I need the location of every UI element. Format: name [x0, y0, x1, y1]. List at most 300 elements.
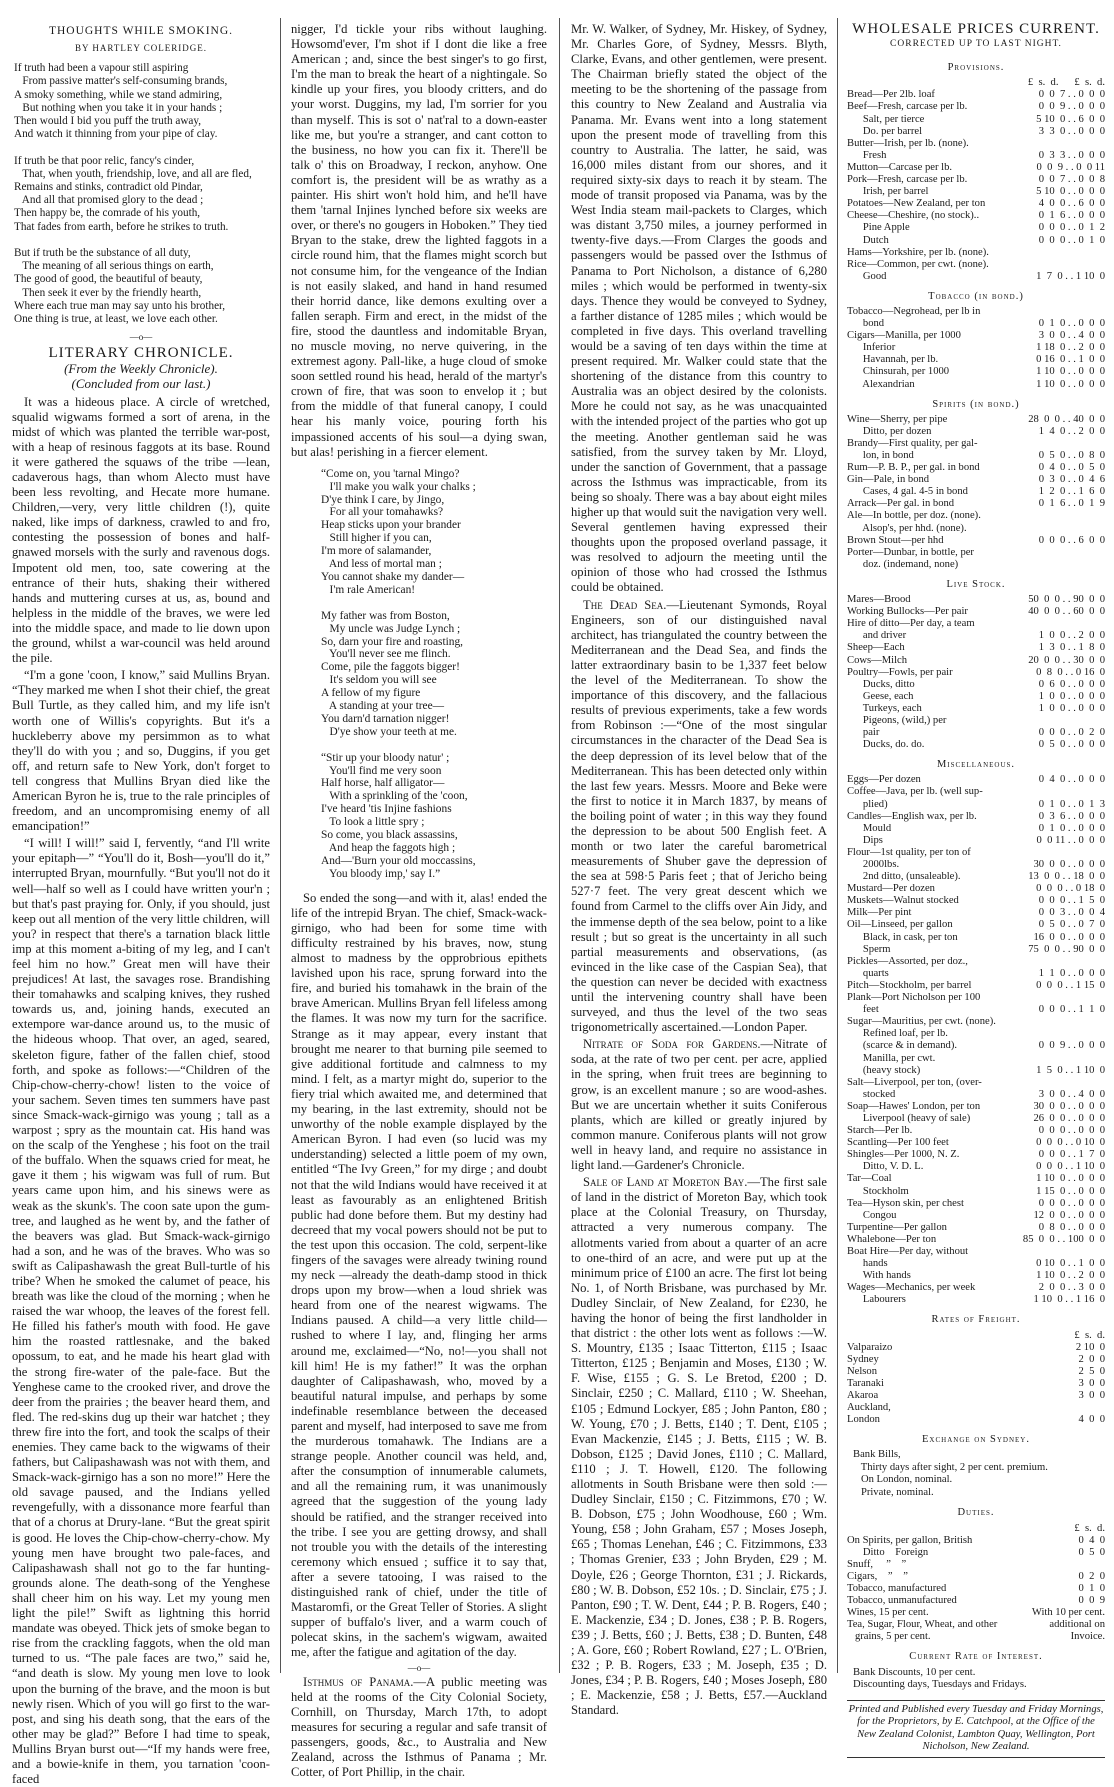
item-price: [1019, 1246, 1105, 1258]
item-price: [1019, 547, 1105, 559]
price-row: [847, 1330, 1105, 1342]
price-row: [847, 1137, 1105, 1149]
price-table: [847, 1330, 1105, 1427]
price-section-title: Miscellaneous.: [936, 759, 1016, 771]
poem-body: [14, 62, 270, 326]
separator: —o—: [129, 332, 153, 343]
item-price: [1019, 510, 1105, 522]
song-line: A standing at your tree—: [321, 700, 445, 713]
item-price: 0 1 0 . . 0 0 0: [1038, 318, 1105, 330]
price-section-title: Rates of Freight.: [931, 1314, 1021, 1326]
item-name: Good: [847, 270, 887, 282]
price-row: [847, 247, 1105, 259]
item-price: 4 0 0: [1078, 1414, 1105, 1426]
price-row: [847, 1571, 1105, 1583]
song-line: I'm more of salamander,: [321, 545, 432, 558]
item-name: Cigars—Manilla, per 1000: [847, 330, 961, 342]
poem-line: [14, 234, 270, 247]
song-line: It's seldom you will see: [321, 674, 437, 687]
item-price: [1019, 559, 1105, 571]
price-row: [847, 271, 1105, 283]
item-name: Sheep—Each: [847, 642, 905, 654]
item-name: Hire of ditto—Per day, a team: [847, 618, 975, 630]
price-row: [847, 679, 1105, 691]
item-name: Valparaizo: [847, 1341, 893, 1353]
item-name: Brown Stout—per hhd: [847, 534, 944, 546]
item-name: Dutch: [847, 234, 889, 246]
item-name: Snuff, ” ”: [847, 1558, 907, 1570]
price-row: [847, 642, 1105, 654]
item-name: Gin—Pale, in bond: [847, 474, 930, 486]
item-price: 1 10 0 . . 1 16 0: [1033, 1294, 1105, 1306]
item-name: Wages—Mechanics, per week: [847, 1282, 976, 1294]
item-price: 0 16 0 . . 1 0 0: [1036, 354, 1105, 366]
item-name: Tea, Sugar, Flour, Wheat, and other: [847, 1619, 998, 1631]
item-name: lon, in bond: [847, 450, 914, 461]
song-line: So come, you black assassins,: [321, 829, 458, 842]
price-row: [847, 1089, 1105, 1101]
item-price: 0 1 6 . . 0 0 0: [1038, 210, 1105, 222]
item-price: £ s. d.: [1074, 1522, 1105, 1534]
item-name: Turpentine—Per gallon: [847, 1221, 947, 1233]
item-price: 20 0 0 . . 30 0 0: [1028, 654, 1105, 666]
item-price: 5 10 0 . . 6 0 0: [1036, 113, 1105, 125]
price-row: [847, 138, 1105, 150]
column-rule: [837, 18, 838, 1673]
item-name: Wine—Sherry, per pipe: [847, 413, 948, 425]
item-price: [1019, 956, 1105, 968]
price-row: [847, 438, 1105, 450]
item-name: Milk—Per pint: [847, 907, 912, 919]
item-price: 0 5 0 . . 0 7 0: [1038, 919, 1105, 931]
price-row: [847, 1282, 1105, 1294]
poem-line: [14, 141, 270, 154]
item-name: hands: [847, 1258, 888, 1270]
poem-line: But if truth be the substance of all duty,: [14, 247, 191, 260]
price-row: [847, 980, 1105, 992]
price-row: [847, 1016, 1105, 1028]
item-name: Starch—Per lb.: [847, 1125, 913, 1137]
price-row: [847, 823, 1105, 835]
item-price: 3 3 0 . . 0 0 0: [1038, 125, 1105, 137]
poem-line: Then happy be, the comrade of his youth,: [14, 207, 201, 220]
item-name: quarts: [847, 967, 889, 979]
dead-sea-heading: The Dead Sea.: [583, 597, 667, 612]
item-name: Pickles—Assorted, per doz.,: [847, 955, 968, 967]
item-price: 30 0 0 . . 0 0 0: [1033, 859, 1105, 870]
song-line: To look a little spry ;: [321, 816, 425, 829]
song-line: So, darn your fire and roasting,: [321, 635, 464, 648]
price-row: [847, 811, 1105, 823]
item-price: 0 5 0 . . 0 0 0: [1038, 739, 1105, 751]
price-row: [847, 606, 1105, 618]
interest-title: Current Rate of Interest.: [909, 1651, 1043, 1663]
poem-line: Remains and stinks, contradict old Pindar,: [14, 181, 203, 194]
item-name: Salt—Liverpool, per ton, (over-: [847, 1076, 982, 1088]
column-1: [12, 22, 270, 1787]
price-row: [847, 1595, 1105, 1607]
item-price: 0 3 3 . . 0 0 0: [1038, 149, 1105, 161]
item-price: 3 0 0 . . 4 0 0: [1038, 1088, 1105, 1100]
item-price: 2 0 0: [1078, 1353, 1105, 1365]
price-row: [847, 835, 1105, 847]
price-row: [847, 1402, 1105, 1414]
item-name: Salt, per tierce: [847, 113, 925, 125]
item-name: Porter—Dunbar, in bottle, per: [847, 546, 974, 558]
item-price: [1019, 1053, 1105, 1065]
item-name: Manilla, per cwt.: [847, 1052, 936, 1064]
price-row: [847, 895, 1105, 907]
price-row: [847, 630, 1105, 642]
poem-title: THOUGHTS WHILE SMOKING.: [48, 25, 234, 37]
item-price: 0 1 6 . . 0 1 9: [1038, 498, 1105, 510]
nitrate-article: [571, 1037, 827, 1173]
item-name: Brandy—First quality, per gal-: [847, 437, 978, 449]
song-line: Half horse, half alligator—: [321, 777, 445, 790]
price-table: [847, 414, 1105, 571]
price-table: [847, 77, 1105, 283]
item-name: Pine Apple: [847, 222, 910, 234]
item-price: 0 0 0 . . 1 10 0: [1036, 1161, 1105, 1173]
item-price: 0 0 7 . . 0 0 8: [1038, 174, 1105, 186]
item-price: 2 10 0: [1075, 1341, 1105, 1353]
price-row: [847, 1342, 1105, 1354]
price-row: [847, 1113, 1105, 1125]
item-name: Pigeons, (wild,) per: [847, 714, 947, 726]
price-row: [847, 799, 1105, 811]
item-price: 13 0 0 . . 18 0 0: [1028, 871, 1105, 883]
price-row: [847, 1186, 1105, 1198]
item-name: doz. (indemand, none): [847, 558, 959, 570]
price-table: [847, 306, 1105, 391]
land-sale-text: —The first sale of land in the district of Moreton Bay, which took place at the Colonial Treasury, on Thursday, attracted a very numerous company. The allotments varied from about a quarter of an acre to one-third of an acre, and were put up at the minimum price of £100 an acre. The first lot being No. 1, of North Brisbane, was purchased by Mr. Dudley Sinclair, of New Zealand, for £230, he having the honor of being the first landholder in that district : the other lots went as follows :—W. S. Mountry, £135 ; Isaac Titterton, £115 ; Isaac Titterton, £125 ; Benjamin and Moses, £130 ; W. F. Wise, £155 ; G. S. Le Bretod, £200 ; D. Sinclair, £250 ; C. Mallard, £110 ; W. Sheehan, £105 ; Edmund Lockyer, £85 ; John Panton, £80 ; W. Young, £70 ; J. Betts, £140 ; T. Dent, £105 ; Evan Mackenzie, £145 ; J. Betts, £115 ; W. B. Dobson, £125 ; David Jones, £110 ; C. Mallard, £110 ; J. T. Howell, £120. The following allotments in South Brisbane were then sold :—Dudley Sinclair, £150 ; C. Fitzimmons, £70 ; W. B. Dobson, £75 ; John Woodhouse, £60 ; Wm. Young, £58 ; John Graham, £57 ; Moses Joseph, £65 ; Thomas Lenehan, £46 ; C. Fitzimmons, £33 ; Thomas Grenier, £33 ; John Bryden, £29 ; M. Doyle, £26 ; George Thornton, £31 ; J. Rickards, £80 ; W. B. Dobson, £52 10s. ; D. Sinclair, £75 ; J. Panton, £90 ; T. W. Dent, £44 ; P. B. Rogers, £40 ; E. Mackenzie, £34 ; D. Jones, £38 ; P. B. Rogers, £39 ; J. Betts, £60 ; J. Betts, £38 ; D. Bunten, £48 ; A. Gore, £60 ; Robert Rowland, £27 ; L. O'Brien, £32 ; P. B. Rogers, £33 ; M. Joseph, £35 ; D. Jones, £34 ; P. B. Rogers, £40 ; Moses Joseph, £80 ; E. Mackenzie, £58 ; J. Betts, £57.—Auckland Standard.: [571, 1175, 827, 1718]
item-name: Tobacco, manufactured: [847, 1582, 947, 1594]
item-price: 26 0 0 . . 0 0 0: [1033, 1112, 1105, 1124]
item-price: 3 0 0 . . 4 0 0: [1038, 330, 1105, 342]
item-name: Ducks, do. do.: [847, 739, 925, 751]
price-row: [847, 883, 1105, 895]
item-name: stocked: [847, 1088, 896, 1100]
land-sale-heading: Sale of Land at Moreton Bay.: [583, 1175, 748, 1190]
item-price: £ s. d. £ s. d.: [1027, 77, 1105, 89]
song-line: For all your tomahawks?: [321, 506, 444, 519]
item-name: Mares—Brood: [847, 594, 911, 606]
item-price: 30 0 0 . . 0 0 0: [1033, 1100, 1105, 1112]
item-price: 0 4 0 . . 0 5 0: [1038, 462, 1105, 474]
price-row: [847, 114, 1105, 126]
price-row: [847, 1390, 1105, 1402]
item-price: 1 15 0 . . 0 0 0: [1036, 1185, 1105, 1197]
item-name: Rice—Common, per cwt. (none).: [847, 258, 989, 270]
price-row: [847, 919, 1105, 931]
land-sale-article: [571, 1175, 827, 1718]
song-line: A fellow of my figure: [321, 687, 421, 700]
column-rule: [559, 18, 560, 1673]
item-name: Eggs—Per dozen: [847, 774, 921, 786]
price-row: [847, 944, 1105, 956]
item-name: bond: [847, 318, 885, 330]
item-price: 1 4 0 . . 2 0 0: [1038, 425, 1105, 437]
song-line: I'll make you walk your chalks ;: [321, 480, 476, 493]
price-row: [847, 786, 1105, 798]
song-line: Come, pile the faggots bigger!: [321, 661, 460, 674]
price-row: [847, 330, 1105, 342]
item-price: 0 5 0: [1078, 1546, 1105, 1558]
item-name: Mustard—Per dozen: [847, 883, 935, 895]
price-row: [847, 1077, 1105, 1089]
chronicle-title: LITERARY CHRONICLE.: [48, 345, 234, 362]
song-line: And less of mortal man ;: [321, 558, 442, 571]
exchange-line: Thirty days after sight, 2 per cent. premium.: [853, 1461, 1048, 1473]
interest-line: Discounting days, Tuesdays and Fridays.: [853, 1679, 1027, 1691]
item-name: [847, 77, 1019, 89]
separator: —o—: [407, 1662, 431, 1673]
item-price: 85 0 0 . . 100 0 0: [1022, 1233, 1105, 1245]
price-row: [847, 859, 1105, 871]
item-name: Akaroa: [847, 1390, 879, 1402]
item-name: feet: [847, 1004, 879, 1016]
item-price: Invoice.: [1070, 1631, 1105, 1643]
item-name: Oil—Linseed, per gallon: [847, 919, 953, 931]
item-name: [847, 1330, 1019, 1342]
item-name: Inferior: [847, 342, 896, 354]
song-line: “Stir up your bloody natur' ;: [321, 751, 450, 764]
price-section-title: Live Stock.: [946, 578, 1006, 590]
item-price: [1019, 992, 1105, 1004]
item-name: Ditto, per dozen: [847, 425, 932, 437]
price-row: [847, 667, 1105, 679]
price-row: [847, 379, 1105, 391]
price-row: [847, 1065, 1105, 1077]
item-price: 0 0 9: [1078, 1595, 1105, 1607]
price-row: [847, 1040, 1105, 1052]
item-name: Coffee—Java, per lb. (well sup-: [847, 786, 983, 798]
item-price: With 10 per cent.: [1031, 1607, 1105, 1619]
item-name: grains, 5 per cent.: [847, 1631, 931, 1643]
item-price: 0 10 0 . . 1 0 0: [1036, 1258, 1105, 1270]
price-row: [847, 354, 1105, 366]
article-paragraph: “I will! I will!” said I, fervently, “and I'll write your epitaph—” “You'll do it, Bosh—you'll do it,” interrupted Bryan, mournfully. “But you'll not do it well—half so well as I could have written your'n ; but that's past praying for. Only, if you should, just keep out all mention of the very little children, will you? in respect that there's a tarnation black little imp at this moment a-biting of my leg, and I can't feel him no how.” Great men will have their prejudices! At last, the savages rose. Brandishing their tomahawks and scalping knives, they rushed towards us, and, joining hands, executed an extempore war-dance around us, to the music of the hideous whoop. That over, an aged, seared, skeleton figure, father of the fallen chief, stood forth, and spoke as follows:—“Children of the Chip-chow-cherry-chow! listen to the voice of your sachem. Seven times ten summers have past since Smack-wack-girnigo was young ; tall as a warpost ; spry as the mountain cat. His hand was on the scalp of the Yenghese ; his foot on the trail of the buffalo. When the squaws cried for meat, he gave it them ; his wigwam was full of rum. But years came upon him, and his sinews were as weak as the skunk's. The coon sate upon the gum-tree, and laughed as he went by, and the father of the beavers was glad. But Smack-wack-girnigo had a son, and he was of the braves. Who was so swift as Calipashawash the great Bull-turtle of his tribe? When he smoked the calumet of peace, his breath was like the cloud of the morning ; when he raised the war whoop, the leaves of the forest fell. He filled his father's mouth with food. He gave him the roasted rattlesnake, and the baked opossum, to eat, and he made his heart glad with the strong fire-water of the pale-face. But the Yenghese came to the crooked river, and drove the deer from the prairies ; the beaver heard them, and fled. The red-skins dug up their war hatchet ; they threw fire into the fort, and took the scalps of their enemies. They came back to the wigwams of their fathers, but Calipashawash was not with them, and Smack-wack-girnigo has a son no more!” Here the old savage paused, and the Indians yelled revengefully, with a dissonance more fearful than that of a chorus at Drury-lane. “But the great spirit is good. He loves the Chip-chow-cherry-chow. My young men have brought two pale-faces, and Calipashawash shall not go to the far hunting-grounds alone. The death-song of the Yenghese shall cheer him on his way. Let my young men light the pile!” Swift as lightning this horrid mandate was obeyed. Thick jets of smoke began to rise from the crackling faggots, when the old man turned to us. “The pale faces are two,” said he, “and death is slow. My young men love to look upon the burning of the brave, and the moon is but newly risen. Which of you will go first to the war-post, and sing his death song, that the ears of the other may be glad?” Before I had time to speak, Mullins Bryan burst out—“If my hands were free, and a bowie-knife in them, you tarnation 'coon-faced: [12, 836, 270, 1787]
item-name: Ducks, ditto: [847, 678, 915, 690]
exchange-line: Private, nominal.: [853, 1486, 934, 1498]
item-price: 0 3 0 . . 0 4 6: [1038, 474, 1105, 486]
item-price: 0 0 0 . . 0 0 0: [1038, 1197, 1105, 1209]
price-row: [847, 727, 1105, 739]
price-row: [847, 1161, 1105, 1173]
item-price: 0 4 0 . . 0 0 0: [1038, 774, 1105, 786]
item-name: Irish, per barrel: [847, 186, 929, 198]
item-name: (scarce & in demand).: [847, 1040, 958, 1052]
item-price: 0 0 0 . . 6 0 0: [1038, 534, 1105, 546]
price-row: [847, 956, 1105, 968]
item-price: 1 10 0 . . 0 0 0: [1036, 378, 1105, 390]
price-row: [847, 342, 1105, 354]
item-price: 1 2 0 . . 1 6 0: [1038, 486, 1105, 498]
publisher-footer: Printed and Published every Tuesday and Friday Mornings, for the Proprietors, by E. Catchpool, at the Office of the New Zealand Colonist, Lambton Quay, Wellington, Port Nicholson, New Zealand.: [847, 1700, 1105, 1758]
price-row: [847, 547, 1105, 559]
item-name: plied): [847, 798, 888, 810]
item-price: [1019, 1028, 1105, 1040]
price-row: [847, 474, 1105, 486]
item-name: Geese, each: [847, 690, 914, 702]
price-section-title: Tobacco (in bond.): [928, 290, 1024, 302]
item-name: Poultry—Fowls, per pair: [847, 666, 953, 678]
song-line: And—'Burn your old moccassins,: [321, 854, 476, 867]
dead-sea-article: [571, 598, 827, 1036]
item-price: 1 1 0 . . 0 0 0: [1038, 967, 1105, 979]
price-row: [847, 1198, 1105, 1210]
article-paragraph: “I'm a gone 'coon, I know,” said Mullins Bryan. “They marked me when I shot their chief, the great Bull Turtle, as they called him, and my life isn't worth one of Willis's copyrights. But it's a huckleberry above my persimmon as to what they'll do with you ; and so, Duggins, if you get off, and return safe to New York, don't forget to tell congress that Mullins Bryan died like the American Byron he is, true to the rale principles of freedom, and an uncompromising enemy of all emancipation!”: [12, 668, 270, 834]
item-name: Muskets—Walnut stocked: [847, 895, 959, 907]
item-price: 4 0 0 . . 6 0 0: [1038, 198, 1105, 210]
item-price: [1019, 438, 1105, 450]
song-line: Still higher if you can,: [321, 532, 432, 545]
poem-line: Then would I bid you puff the truth away,: [14, 115, 202, 127]
item-price: 50 0 0 . . 90 0 0: [1028, 594, 1105, 606]
price-row: [847, 414, 1105, 426]
item-name: Soap—Hawes' London, per ton: [847, 1100, 981, 1112]
song-line: [321, 739, 547, 752]
item-name: Wines, 15 per cent.: [847, 1607, 929, 1619]
song-line: My uncle was Judge Lynch ;: [321, 622, 461, 635]
song-line: [321, 597, 547, 610]
item-price: 0 8 0 . . 0 16 0: [1036, 666, 1105, 678]
item-price: 0 0 7 . . 0 0 0: [1038, 89, 1105, 101]
item-price: 0 2 0: [1078, 1570, 1105, 1582]
column-2: [291, 22, 547, 1780]
poem-line: Where each true man may say unto his brother,: [14, 299, 226, 312]
price-row: [847, 1294, 1105, 1306]
item-price: [1019, 138, 1105, 150]
price-row: [847, 210, 1105, 222]
item-name: Whalebone—Per ton: [847, 1233, 937, 1245]
item-name: Fresh: [847, 149, 887, 161]
item-name: Boat Hire—Per day, without: [847, 1246, 969, 1257]
price-row: [847, 89, 1105, 101]
price-row: [847, 1631, 1105, 1643]
chronicle-note: (Concluded from our last.): [71, 376, 211, 392]
price-row: [847, 932, 1105, 944]
poem-line: A smoky something, while we stand admiring,: [14, 88, 223, 101]
song-line: You bloody imp,' say I.”: [321, 867, 441, 880]
item-price: 1 10 0 . . 2 0 0: [1036, 1270, 1105, 1282]
item-name: Flour—1st quality, per ton of: [847, 846, 971, 858]
item-price: 0 0 0 . . 0 10 0: [1036, 1137, 1105, 1149]
item-name: Turkeys, each: [847, 702, 922, 714]
price-row: [847, 150, 1105, 162]
poem-line: From passive matter's self-consuming brands,: [14, 75, 228, 88]
item-name: Tar—Coal: [847, 1173, 892, 1185]
item-name: Plank—Port Nicholson per 100: [847, 992, 981, 1004]
item-name: 2nd ditto, (unsaleable).: [847, 871, 961, 883]
price-row: [847, 1535, 1105, 1547]
price-row: [847, 1028, 1105, 1040]
item-name: Ditto, V. D. L.: [847, 1161, 924, 1173]
item-name: [847, 1523, 1019, 1535]
price-row: [847, 366, 1105, 378]
song-line: And heap the faggots high ;: [321, 842, 456, 854]
item-name: Potatoes—New Zealand, per ton: [847, 198, 986, 210]
item-name: Sydney: [847, 1353, 879, 1365]
item-price: [1019, 306, 1105, 318]
item-name: Ale—In bottle, per doz. (none).: [847, 510, 981, 522]
item-name: Chinsurah, per 1000: [847, 366, 950, 378]
price-row: [847, 1547, 1105, 1559]
price-row: [847, 498, 1105, 510]
item-name: Black, in cask, per ton: [847, 931, 958, 943]
chronicle-source: (From the Weekly Chronicle).: [64, 361, 218, 377]
item-name: Stockholm: [847, 1185, 909, 1197]
exchange-title: Exchange on Sydney.: [922, 1434, 1030, 1446]
item-price: 40 0 0 . . 60 0 0: [1028, 606, 1105, 618]
item-name: Havannah, per lb.: [847, 354, 939, 366]
price-row: [847, 1149, 1105, 1161]
item-name: Butter—Irish, per lb. (none).: [847, 137, 969, 149]
article-paragraph: Mr. W. Walker, of Sydney, Mr. Hiskey, of Sydney, Mr. Charles Gore, of Sydney, Messrs. Blyth, Clarke, Evans, and other gentlemen, were present. The Chairman briefly stated the object of the meeting to be the shortening of the passage from this country to New Zealand and Australia via Panama. Mr. Evans went into a long statement upon the present mode of travelling from this country to Australia. The latter, he said, was 16,000 miles distant from our shores, and it required sixty-six days to reach it by steam. The mode of transit proposed via Panama, was by the West India steam mail-packets to Clarges, which was distant 3,750 miles, a journey performed in twenty-five days.—From Clarges the goods and passengers would be passed over the Isthmus of Panama to Port Nicholson, a distance of 6,280 miles ; which would be performed in twenty-six days. Thence they would be conveyed to Sydney, a farther distance of 1285 miles ; which would be completed in five days. This overland travelling would be a saving of ten days within the time at present required. Mr. Walker could state that the shortening of the distance from this country to Australia was an object desired by the colonists. More he could not say, as he was unacquainted with the intended project of the parties who got up the meeting. Another gentleman said he was satisfied, from the survey taken by Mr. Lloyd, under the sanction of Government, that a passage across the Isthmus was impracticable, from its being so shoaly. There was a bay about eight miles higher up that would suit the navigation very well. Several gentlemen having expressed their thoughts upon the proposed overland passage, it was resolved to adjourn the meeting until the opinion of those who had crossed the Isthmus could be obtained.: [571, 22, 827, 595]
item-price: 1 5 0 . . 1 10 0: [1036, 1064, 1105, 1076]
item-price: 0 0 0 . . 0 2 0: [1038, 727, 1105, 739]
price-row: [847, 715, 1105, 727]
item-price: 0 0 0 . . 1 1 0: [1038, 1004, 1105, 1016]
price-row: [847, 1378, 1105, 1390]
price-row: [847, 559, 1105, 571]
item-name: Cows—Milch: [847, 654, 908, 666]
item-price: 1 0 0 . . 2 0 0: [1038, 630, 1105, 642]
item-name: Arrack—Per gal. in bond: [847, 498, 955, 510]
price-row: [847, 1523, 1105, 1535]
item-price: 0 8 0 . . 0 0 0: [1038, 1221, 1105, 1233]
price-row: [847, 318, 1105, 330]
item-price: 28 0 0 . . 40 0 0: [1028, 413, 1105, 425]
price-row: [847, 1173, 1105, 1185]
item-price: 0 0 0 . . 1 15 0: [1036, 979, 1105, 991]
item-name: Tobacco, unmanufactured: [847, 1595, 957, 1607]
item-name: London: [847, 1414, 880, 1426]
item-name: Dips: [847, 834, 883, 846]
item-name: Sperm: [847, 943, 891, 955]
column-rule: [280, 18, 281, 1673]
item-name: and driver: [847, 630, 907, 642]
item-price: 0 1 0: [1078, 1582, 1105, 1594]
article-paragraph: So ended the song—and with it, alas! ended the life of the intrepid Bryan. The chief, Smack-wack-girnigo, who had been for some time with difficulty restrained by his braves, now, stung almost to madness by the opprobrious epithets lavished upon his race, sprung forward into the fire, and buried his tomahawk in the brain of the brave American. Mullins Bryan fell lifeless among the flames. It was now my turn for the sacrifice. Strange as it may appear, every instant that brought me nearer to that burning pile seemed to give additional fortitude and calmness to my mind. I felt, as a martyr might do, superior to the fiery trial which awaited me, and determined that my bearing, in the last extremity, should not be unworthy of the noble example displayed by the American Byron. I had even (so lucid was my understanding) selected a little poem of my own, entitled “The Ivy Green,” for my dirge ; and doubt not that the wild Indians would have received it at least as favourably as an enlightened British public had done before them. But my destiny had decreed that my vocal powers should not be put to the test upon this occasion. The cold, serpent-like fingers of the savages were already twining round my neck —already the death-damp stood in thick drops upon my brow—when a loud shriek was heard from one of the nearest wigwams. The Indians paused. A child—a very little child—rushed to where I lay, and, flinging her arms around me, exclaimed—“No, no!—you shall not kill him! He is my father!” It was the orphan daughter of Calipashawash, who, moved by a beautiful natural impulse, and perhaps by some indefinable resemblance between the deceased parent and myself, had interposed to save me from the murderous tomahawk. The Indians are a strange people. Another council was held, and, after the consumption of innumerable calumets, and all the remaining rum, it was unanimously agreed that the suggestion of the young lady should be ratified, and the stranger received into the tribe. I see you are getting drowsy, and shall not trouble you with the details of the interesting ceremony which ensued ; suffice it to say that, after a severe tatooing, I was raised to the distinguished rank of chief, under the title of Mastaromfi, or the Great Teller of Stories. A slight supper of buffalo's liver, and a warm couch of polecat skins, in the sachem's wigwam, awaited me, after the fatigue and agitation of the day.: [291, 890, 547, 1660]
poem-line: And watch it thinning from your pipe of clay.: [14, 128, 218, 141]
item-price: [1019, 1077, 1105, 1089]
item-name: Mould: [847, 822, 892, 834]
item-price: [1019, 523, 1105, 535]
item-price: [1019, 786, 1105, 798]
price-row: [847, 235, 1105, 247]
item-name: Scantling—Per 100 feet: [847, 1137, 949, 1149]
item-price: 75 0 0 . . 90 0 0: [1028, 943, 1105, 955]
item-name: Cases, 4 gal. 4-5 in bond: [847, 486, 968, 498]
column-4: [847, 21, 1105, 1753]
price-row: [847, 535, 1105, 547]
price-table: [847, 594, 1105, 751]
item-name: Beef—Fresh, carcase per lb.: [847, 101, 968, 113]
item-price: 0 0 3 . . 0 0 4: [1038, 907, 1105, 919]
price-sections: [847, 60, 1105, 1426]
item-price: 0 6 0 . . 0 0 0: [1038, 678, 1105, 690]
price-row: [847, 1414, 1105, 1426]
price-row: [847, 703, 1105, 715]
item-name: With hands: [847, 1270, 911, 1282]
price-row: [847, 691, 1105, 703]
poem-line: And all that promised glory to the dead ;: [14, 194, 204, 207]
price-row: [847, 1210, 1105, 1222]
duties-table: [847, 1523, 1105, 1644]
item-price: 1 18 0 . . 2 0 0: [1036, 342, 1105, 354]
price-row: [847, 774, 1105, 786]
